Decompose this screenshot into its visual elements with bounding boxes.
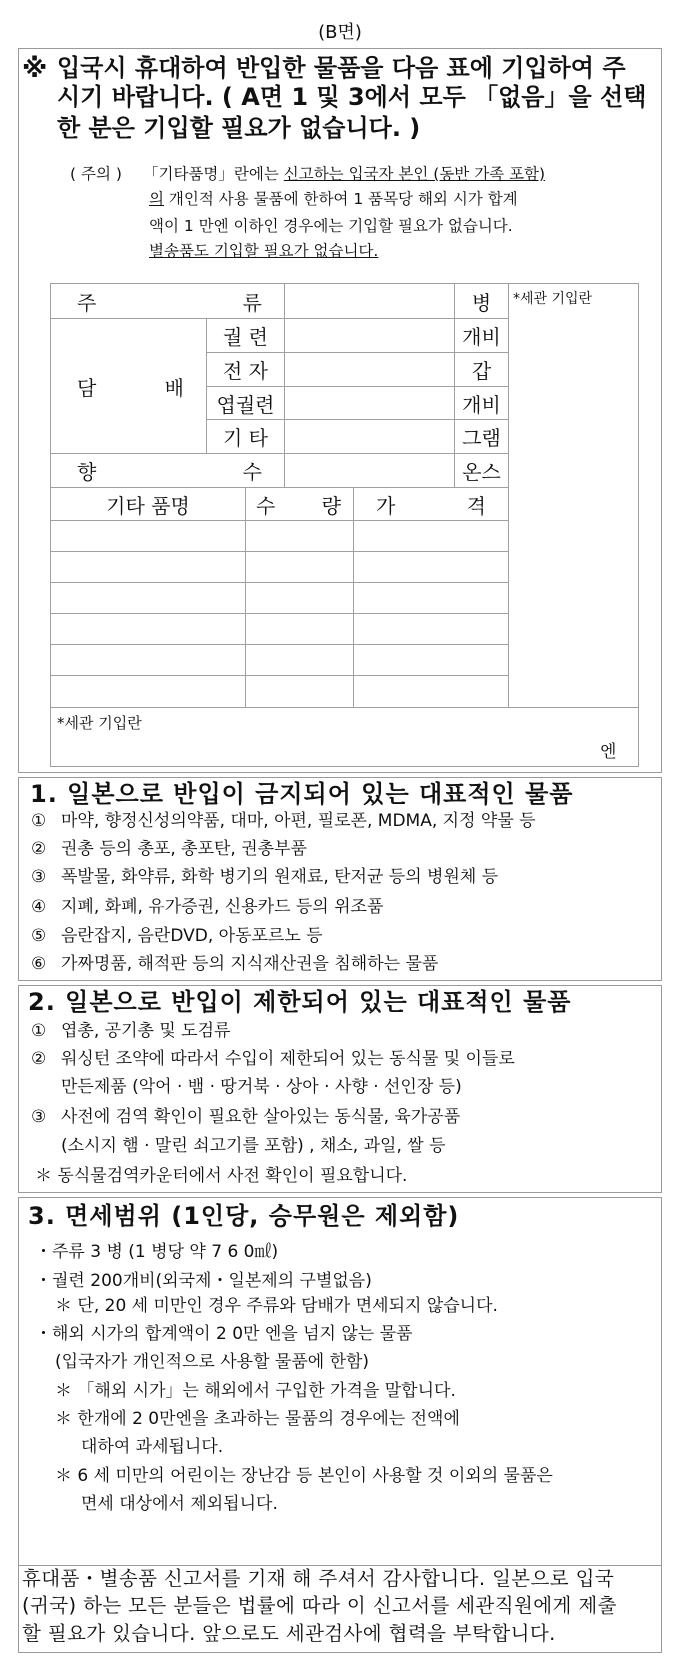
duty-free-line: ＊ 한개에 2 0만엔을 초과하는 물품의 경우에는 전액에 <box>55 1409 460 1429</box>
restricted-item: 워싱턴 조약에 따라서 수입이 제한되어 있는 동식물 및 이들로 <box>61 1049 515 1069</box>
note-text: 개인적 사용 물품에 한하여 1 품목당 해외 시가 합계 <box>163 190 518 208</box>
intro-line-1: 입국시 휴대하여 반입한 물품을 다음 표에 기입하여 주 <box>57 54 626 82</box>
perfume-unit: 온스 <box>454 453 509 488</box>
duty-free-line: ＊ 단, 20 세 미만인 경우 주류와 담배가 면세되지 않습니다. <box>55 1296 498 1316</box>
item-price-field[interactable] <box>353 520 509 552</box>
item-name-field[interactable] <box>50 551 246 583</box>
note-line-1 <box>143 167 545 183</box>
item-quantity-field[interactable] <box>245 675 354 708</box>
prohibited-item: 음란잡지, 음란DVD, 아동포르노 등 <box>61 926 323 946</box>
note-underlined-text: 의 <box>149 190 164 208</box>
intro-line-2: 시기 바랍니다. ( A면 1 및 3에서 모두 「없음」을 선택 <box>57 83 647 111</box>
item-number: ③ <box>31 1107 47 1127</box>
restricted-title: 2. 일본으로 반입이 제한되어 있는 대표적인 물품 <box>28 988 572 1016</box>
cigars-label: 엽궐련 <box>206 386 285 420</box>
duty-free-line: ・궐련 200개비(외국제・일본제의 구별없음) <box>35 1271 372 1291</box>
item-quantity-field[interactable] <box>245 644 354 676</box>
item-quantity-field[interactable] <box>245 613 354 645</box>
note-line-2 <box>149 192 518 208</box>
duty-free-line: 대하여 과세됩니다. <box>81 1437 224 1457</box>
customs-use-area <box>508 283 639 708</box>
alcohol-label <box>50 283 285 319</box>
item-number: ① <box>31 1021 47 1041</box>
item-quantity-field[interactable] <box>245 520 354 552</box>
customs-total-area <box>50 707 639 767</box>
electronic-quantity-field[interactable] <box>284 352 455 387</box>
label-part: 류 <box>242 290 262 315</box>
label-part: 수 <box>242 460 262 484</box>
restricted-item: 만든제품 (악어 · 뱀 · 땅거북 · 상아 · 사향 · 선인장 등) <box>61 1077 462 1097</box>
duty-free-line: ・해외 시가의 합계액이 2 0만 엔을 넘지 않는 물품 <box>35 1324 413 1344</box>
label-part: 주 <box>77 290 97 315</box>
cigarettes-unit: 개비 <box>454 318 509 353</box>
item-number: ② <box>31 1049 47 1069</box>
note-underlined-text: 신고하는 입국자 본인 (동반 가족 포함) <box>283 165 546 183</box>
cigarettes-quantity-field[interactable] <box>284 318 455 353</box>
label-part: 수 <box>256 493 276 518</box>
yen-unit: 엔 <box>600 742 617 762</box>
duty-free-title: 3. 면세범위 (1인당, 승무원은 제외함) <box>28 1202 460 1230</box>
item-name-field[interactable] <box>50 613 246 645</box>
customs-note: *세관 기입란 <box>57 714 142 732</box>
restricted-footnote: ＊ 동식물검역카운터에서 사전 확인이 필요합니다. <box>35 1166 408 1186</box>
alcohol-quantity-field[interactable] <box>284 283 455 319</box>
other-tobacco-label: 기 타 <box>206 419 285 454</box>
other-tobacco-quantity-field[interactable] <box>284 419 455 454</box>
other-tobacco-unit: 그램 <box>454 419 509 454</box>
cigars-unit: 개비 <box>454 386 509 420</box>
prohibited-item: 폭발물, 화약류, 화학 병기의 원재료, 탄저균 등의 병원체 등 <box>61 867 499 887</box>
cigarettes-label: 궐 련 <box>206 318 285 353</box>
prohibited-title: 1. 일본으로 반입이 금지되어 있는 대표적인 물품 <box>30 780 574 808</box>
item-name-field[interactable] <box>50 582 246 614</box>
prohibited-item: 권총 등의 총포, 총포탄, 권총부품 <box>61 839 307 859</box>
electronic-unit: 갑 <box>454 352 509 387</box>
note-line-3: 액이 1 만엔 이하인 경우에는 기입할 필요가 없습니다. <box>149 217 513 235</box>
item-name-field[interactable] <box>50 675 246 708</box>
intro-line-3: 한 분은 기입할 필요가 없습니다. ) <box>57 114 421 142</box>
price-header <box>353 487 509 521</box>
prohibited-item: 지폐, 화폐, 유가증권, 신용카드 등의 위조품 <box>61 897 384 917</box>
restricted-item: 엽총, 공기총 및 도검류 <box>61 1021 231 1041</box>
electronic-label: 전 자 <box>206 352 285 387</box>
item-price-field[interactable] <box>353 644 509 676</box>
footer-divider <box>18 1565 662 1566</box>
note-line-4: 별송품도 기입할 필요가 없습니다. <box>149 242 379 260</box>
label-part: 가 <box>376 493 396 518</box>
duty-free-line: ＊ 6 세 미만의 어린이는 장난감 등 본인이 사용할 것 이외의 물품은 <box>55 1466 553 1486</box>
footer-line-1: 휴대품・별송품 신고서를 기재 해 주셔서 감사합니다. 일본으로 입국 <box>22 1567 615 1590</box>
alcohol-unit: 병 <box>454 283 509 319</box>
item-price-field[interactable] <box>353 551 509 583</box>
label-part: 격 <box>466 493 486 518</box>
tobacco-label <box>50 318 207 454</box>
item-quantity-field[interactable] <box>245 551 354 583</box>
footer-line-2: (귀국) 하는 모든 분들은 법률에 따라 이 신고서를 세관직원에게 제출 <box>22 1594 617 1617</box>
footer-line-3: 할 필요가 있습니다. 앞으로도 세관검사에 협력을 부탁합니다. <box>22 1622 556 1645</box>
item-quantity-field[interactable] <box>245 582 354 614</box>
quantity-header <box>245 487 354 521</box>
reference-mark: ※ <box>22 54 48 84</box>
perfume-quantity-field[interactable] <box>284 453 455 488</box>
prohibited-item: 마약, 향정신성의약품, 대마, 아편, 필로폰, MDMA, 지정 약물 등 <box>61 811 536 831</box>
perfume-label <box>50 453 285 488</box>
customs-note: *세관 기입란 <box>513 291 593 307</box>
item-name-field[interactable] <box>50 644 246 676</box>
label-part: 량 <box>321 493 341 518</box>
duty-free-line: 면세 대상에서 제외됩니다. <box>81 1494 278 1514</box>
duty-free-line: (입국자가 개인적으로 사용할 물품에 한함) <box>55 1352 370 1372</box>
restricted-item: 사전에 검역 확인이 필요한 살아있는 동식물, 육가공품 <box>61 1107 461 1127</box>
prohibited-item: 가짜명품, 해적판 등의 지식재산권을 침해하는 물품 <box>61 954 439 974</box>
note-text: 「기타품명」란에는 <box>143 165 284 183</box>
item-name-field[interactable] <box>50 520 246 552</box>
item-number: ④ <box>31 897 47 917</box>
duty-free-line: ・주류 3 병 (1 병당 약 7 6 0㎖) <box>35 1242 279 1262</box>
page-label: (B면) <box>318 22 362 43</box>
cigars-quantity-field[interactable] <box>284 386 455 420</box>
label-part: 향 <box>77 460 97 484</box>
item-price-field[interactable] <box>353 675 509 708</box>
duty-free-line: ＊ 「해외 시가」는 해외에서 구입한 가격을 말합니다. <box>55 1381 456 1401</box>
item-price-field[interactable] <box>353 582 509 614</box>
label-part: 담 <box>77 375 97 400</box>
item-number: ② <box>31 839 47 859</box>
note-label: ( 주의 ) <box>70 165 122 183</box>
item-number: ① <box>31 811 47 831</box>
item-number: ③ <box>31 867 47 887</box>
item-price-field[interactable] <box>353 613 509 645</box>
restricted-item: (소시지 햄 · 말린 쇠고기를 포함) , 채소, 과일, 쌀 등 <box>61 1136 446 1156</box>
label-part: 배 <box>164 375 184 400</box>
item-number: ⑤ <box>31 926 47 946</box>
item-number: ⑥ <box>31 954 47 974</box>
other-items-header: 기타 품명 <box>50 487 246 521</box>
